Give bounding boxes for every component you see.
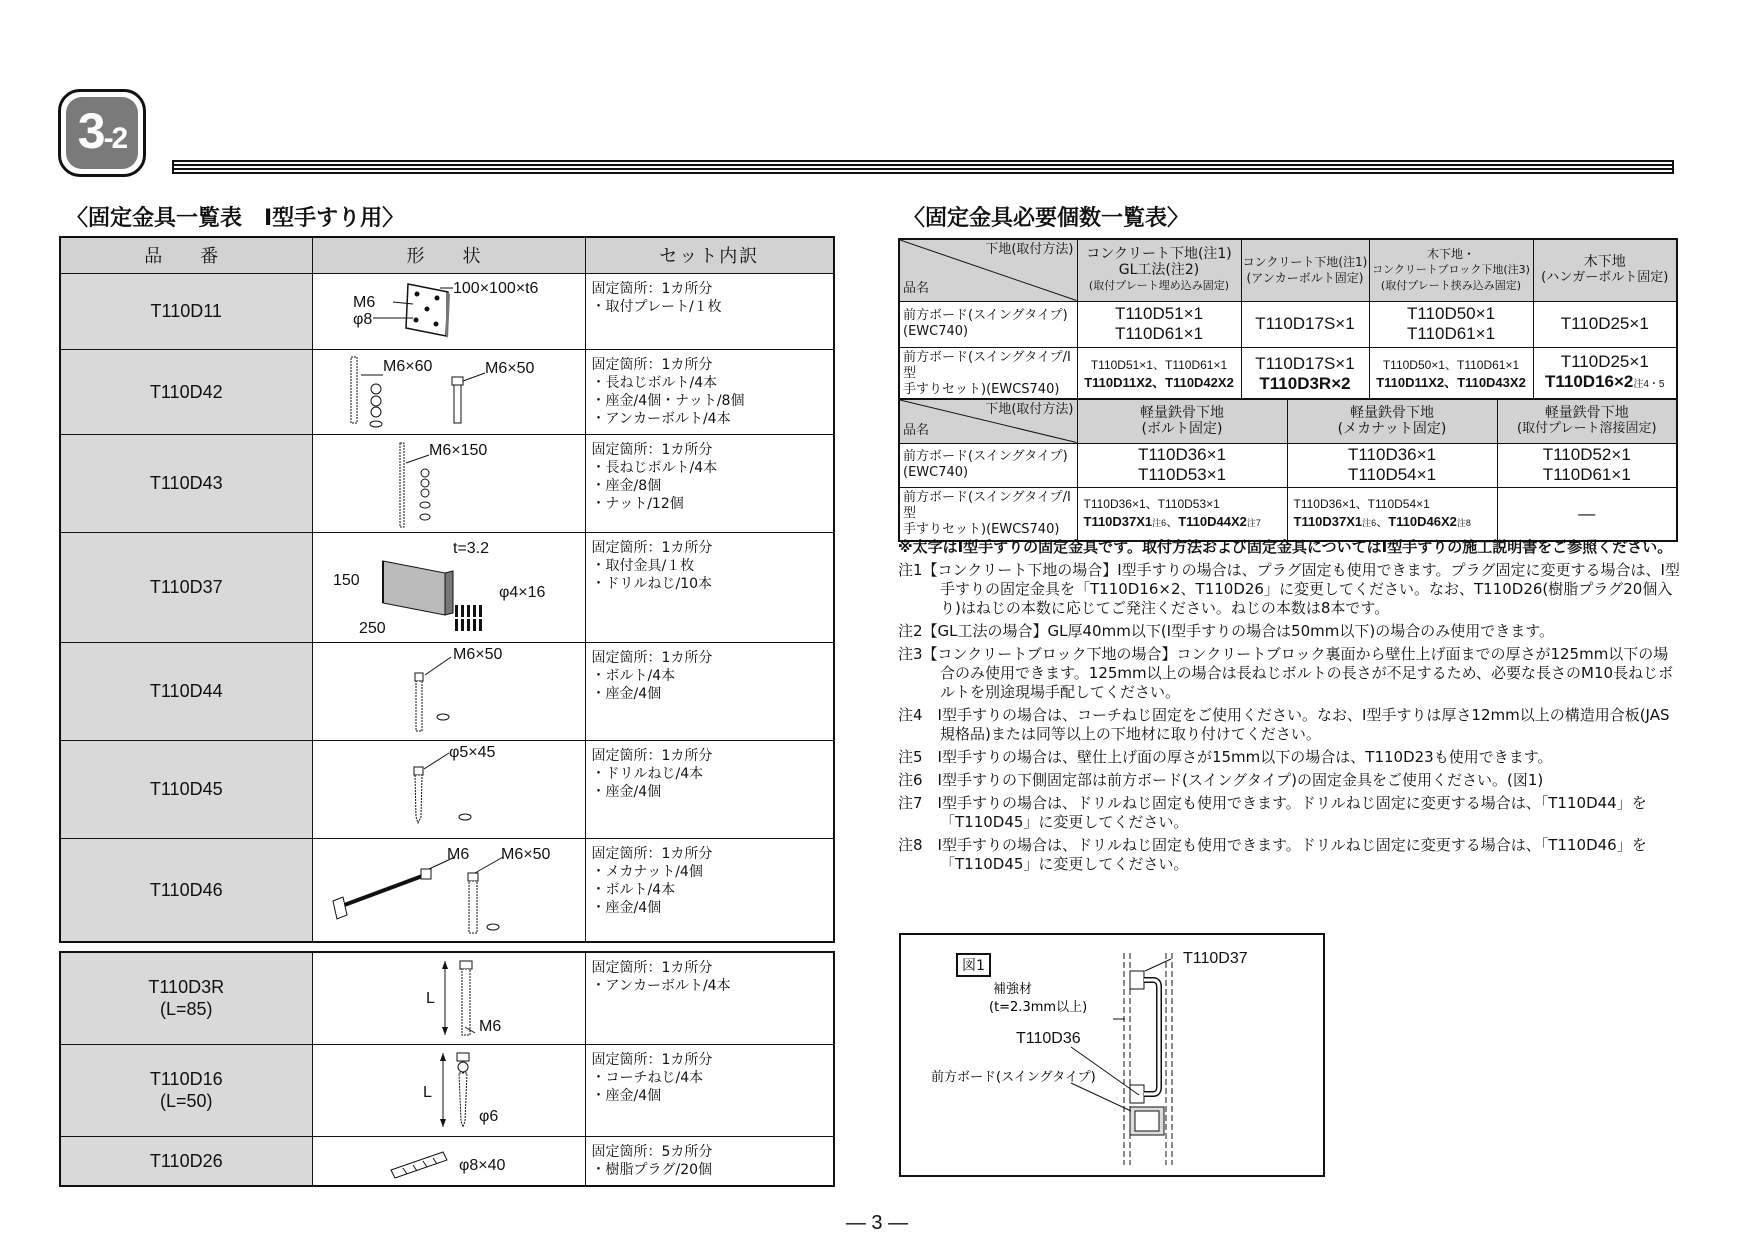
table-row: [60, 434, 834, 532]
part-shape: [312, 1044, 585, 1136]
part-shape: [312, 838, 585, 942]
col-set-header: セット内訳: [585, 237, 834, 273]
qty-line: T110D36×1、T110D54×1: [1293, 497, 1430, 511]
table-row: [60, 273, 834, 349]
col-header-line: 軽量鉄骨下地: [1350, 405, 1434, 422]
set-contents: [585, 349, 834, 434]
part-code-length: (L=50): [159, 1091, 213, 1111]
qty-cell: [1533, 301, 1677, 347]
qty-line: T110D36×1: [1347, 445, 1437, 464]
label-t110d36: T110D36: [1016, 1030, 1081, 1047]
dim-250: 250: [358, 620, 386, 637]
note-4: 注4 I型手すりの場合は、コーチねじ固定をご使用ください。なお、I型手すりは厚さ12mm以上の構造用合板(JAS規格品)または同等以上の下地材に取り付けてください。: [898, 706, 1670, 743]
bold-note: ※太字はI型手すりの固定金具です。取付方法および固定金具についてはI型手すりの施工説明書をご参照ください。: [898, 538, 1673, 556]
set-line: ・ボルト/4本: [591, 881, 676, 898]
note-ref: 注8: [1456, 518, 1471, 528]
figure-tag: 図1: [956, 953, 991, 977]
qty-line: T110D50×1、T110D61×1: [1382, 357, 1520, 372]
dash: —: [1578, 503, 1596, 523]
set-contents: [585, 838, 834, 942]
col-header: [1369, 239, 1533, 301]
dim-m6: M6: [352, 294, 375, 311]
col-header-line: コンクリートブロック下地(注3): [1372, 263, 1530, 277]
diag-bottom-label: 品名: [903, 422, 930, 438]
table-row: [60, 952, 834, 1044]
set-line: ・ドリルねじ/10本: [591, 575, 713, 592]
header-rule: [172, 160, 1674, 174]
table-row: [899, 301, 1677, 347]
set-line: ・長ねじボルト/4本: [591, 374, 718, 391]
qty-bold: T110D11X2、T110D43X2: [1376, 374, 1526, 390]
qty-cell: [1369, 347, 1533, 401]
part-code-main: T110D16: [149, 1069, 223, 1089]
col-header-line: (取付プレート挟み込み固定): [1380, 279, 1522, 293]
diag-header-cell: [899, 399, 1077, 443]
part-code: [60, 1044, 312, 1136]
qty-line: T110D61×1: [1542, 465, 1631, 484]
qty-line: T110D51×1: [1114, 304, 1204, 323]
dim-150: 150: [332, 572, 360, 589]
note-ref: 注6: [1152, 518, 1167, 528]
part-shape: [312, 532, 585, 642]
set-contents: [585, 1044, 834, 1136]
col-header-line: (メカナット固定): [1337, 421, 1447, 438]
label-reinforce: 補強材: [993, 982, 1033, 997]
set-line: ・座金/8個: [591, 477, 662, 494]
note-7: 注7 I型手すりの場合は、ドリルねじ固定も使用できます。ドリルねじ固定に変更する場合は、「T110D44」を「T110D45」に変更してください。: [898, 794, 1647, 831]
qty-line: T110D50×1: [1406, 304, 1496, 323]
part-shape: [312, 740, 585, 838]
col-code-header: 品 番: [60, 237, 312, 273]
product-name-line: 前方ボード(スイングタイプ/I型: [903, 349, 1071, 381]
qty-bold: T110D37X1: [1293, 514, 1363, 529]
fixing-parts-table: [59, 236, 835, 943]
qty-bold: T110D11X2、T110D42X2: [1084, 374, 1234, 390]
product-name-line: (EWC740): [903, 324, 969, 339]
col-header-line: 木下地・: [1426, 247, 1475, 262]
dim-m6x60: M6×60: [382, 357, 432, 375]
col-header-line: (取付プレート埋め込み固定): [1088, 279, 1230, 293]
qty-cell: [1077, 347, 1241, 401]
col-header-line: コンクリート下地(注1): [1242, 255, 1368, 270]
col-header-line: (ハンガーボルト固定): [1541, 270, 1669, 286]
part-shape: [312, 434, 585, 532]
dim-m6x50: M6×50: [500, 845, 550, 863]
part-code: [60, 952, 312, 1044]
product-name: [899, 487, 1077, 541]
qty-cell: [1241, 301, 1369, 347]
table-row: [60, 838, 834, 942]
note-1: 注1【コンクリート下地の場合】I型手すりの場合は、プラグ固定も使用できます。プラグ固定に変更する場合は、I型手すりの固定金具を「T110D16×2、T110D26」に変更してください。なお、T110D26(樹脂プラグ20個入り)はねじの本数に応じてご発注ください。ねじの本数は8本です。: [898, 561, 1680, 617]
set-line: ・座金/4個: [591, 783, 662, 800]
product-name-line: 前方ボード(スイングタイプ/I型: [903, 489, 1071, 521]
table-row: [60, 532, 834, 642]
col-header-line: (アンカーボルト固定): [1246, 271, 1364, 286]
label-reinforce-2: (t=2.3mm以上): [989, 1000, 1088, 1015]
dim-m6x50: M6×50: [484, 359, 534, 377]
set-contents: [585, 952, 834, 1044]
col-header: [1533, 239, 1677, 301]
col-header-line: 軽量鉄骨下地: [1140, 405, 1224, 422]
dim-m6: M6: [446, 845, 469, 863]
part-code: T110D46: [60, 838, 312, 942]
table-row: [60, 349, 834, 434]
col-header: [1077, 239, 1241, 301]
note-2: 注2【GL工法の場合】GL厚40mm以下(I型手すりの場合は50mm以下)の場合のみ使用できます。: [898, 622, 1555, 640]
badge-number: 3: [77, 103, 104, 159]
set-line: ・座金/4個・ナット/8個: [591, 392, 745, 409]
qty-line: T110D17S×1: [1255, 353, 1355, 373]
product-name: [899, 301, 1077, 347]
qty-cell: [1077, 443, 1287, 487]
col-shape-header: 形 状: [312, 237, 585, 273]
qty-cell: [1241, 347, 1369, 401]
qty-line: T110D52×1: [1542, 445, 1631, 464]
dim-m6: M6: [478, 1018, 501, 1036]
table-header-row: [899, 239, 1677, 301]
col-header-line: 木下地: [1583, 254, 1626, 271]
dim-m6x50: M6×50: [452, 646, 502, 663]
dim-t32: t=3.2: [452, 540, 489, 557]
qty-line: T110D61×1: [1406, 324, 1496, 343]
left-section-title: 〈固定金具一覧表 I型手すり用〉: [66, 206, 405, 231]
qty-line: T110D17S×1: [1255, 314, 1355, 333]
set-contents: [585, 740, 834, 838]
col-header-line: GL工法(注2): [1118, 262, 1200, 279]
qty-bold: T110D3R×2: [1259, 373, 1351, 393]
part-code: T110D42: [60, 349, 312, 434]
set-line: 固定箇所：1カ所分: [591, 747, 713, 764]
set-contents: [585, 532, 834, 642]
part-code: T110D44: [60, 642, 312, 740]
col-header: [1497, 399, 1677, 443]
set-line: 固定箇所：1カ所分: [591, 356, 713, 373]
dim-phi8x40: φ8×40: [458, 1156, 505, 1174]
qty-cell: [1369, 301, 1533, 347]
part-code: T110D37: [60, 532, 312, 642]
product-name-line: 手すりセット)(EWCS740): [903, 381, 1060, 397]
diag-top-label: 下地(取付方法): [985, 402, 1074, 417]
part-code: T110D26: [60, 1136, 312, 1186]
product-name-line: 前方ボード(スイングタイプ): [903, 308, 1068, 323]
product-name: [899, 443, 1077, 487]
dim-l: L: [422, 1084, 432, 1101]
set-line: 固定箇所：1カ所分: [591, 649, 713, 666]
product-name-line: (EWC740): [903, 465, 969, 480]
set-line: ・座金/4個: [591, 1087, 662, 1104]
dim-l: L: [425, 990, 435, 1008]
set-contents: [585, 1136, 834, 1186]
set-line: 固定箇所：1カ所分: [591, 845, 713, 862]
note-ref: 注7: [1246, 518, 1261, 528]
dim-phi4x16: φ4×16: [498, 584, 545, 601]
part-code: T110D11: [60, 273, 312, 349]
label-t110d37: T110D37: [1183, 950, 1248, 967]
table-header-row: [899, 399, 1677, 443]
set-line: 固定箇所：1カ所分: [591, 280, 713, 297]
note-3: 注3【コンクリートブロック下地の場合】コンクリートブロック裏面から壁仕上げ面までの厚さが125mm以下の場合のみ使用できます。125mm以上の場合は長ねじボルトの長さが不足するため、必要な長さのM10長ねじボルトを別途現場手配してください。: [898, 645, 1674, 701]
required-qty-table-1: [898, 238, 1678, 402]
set-line: ・ボルト/4本: [591, 667, 676, 684]
part-shape: [312, 952, 585, 1044]
col-header: [1241, 239, 1369, 301]
qty-cell: [1497, 443, 1677, 487]
qty-cell: [1497, 487, 1677, 541]
dim-phi5x45: φ5×45: [448, 744, 495, 761]
qty-cell: T110D36×1、T110D53×1 T110D37X1注6、T110D44X2注7: [1077, 487, 1287, 541]
qty-cell: [1077, 301, 1241, 347]
set-line: 固定箇所：1カ所分: [591, 539, 713, 556]
qty-bold: T110D37X1: [1083, 514, 1153, 529]
col-header-line: (ボルト固定): [1141, 421, 1223, 438]
fixing-parts-table-2: [59, 951, 835, 1187]
part-shape: [312, 349, 585, 434]
set-line: ・ドリルねじ/4本: [591, 765, 704, 782]
qty-cell: [1533, 347, 1677, 401]
qty-bold: T110D46X2: [1388, 514, 1457, 529]
table-row: [60, 740, 834, 838]
table-row: [899, 443, 1677, 487]
set-line: ・ナット/12個: [591, 495, 684, 512]
qty-cell: [1287, 443, 1497, 487]
qty-cell: T110D36×1、T110D54×1 T110D37X1注6、T110D46X2注8: [1287, 487, 1497, 541]
qty-line: T110D61×1: [1114, 324, 1204, 343]
qty-line: T110D25×1: [1560, 352, 1649, 371]
dim-phi8: φ8: [352, 311, 372, 328]
part-shape: [312, 273, 585, 349]
set-line: ・アンカーボルト/4本: [591, 410, 731, 427]
required-qty-table-2: [898, 398, 1678, 542]
badge-sub: -2: [103, 122, 127, 155]
set-line: 固定箇所：1カ所分: [591, 960, 713, 976]
col-header: [1287, 399, 1497, 443]
part-code: T110D43: [60, 434, 312, 532]
set-contents: [585, 642, 834, 740]
set-line: ・取付プレート/１枚: [591, 298, 722, 315]
dim-size: 100×100×t6: [452, 280, 538, 297]
set-contents: [585, 273, 834, 349]
qty-bold: T110D44X2: [1178, 514, 1247, 529]
right-section-title: 〈固定金具必要個数一覧表〉: [903, 206, 1190, 231]
note-ref: 注4・5: [1633, 379, 1665, 390]
dim-phi6: φ6: [478, 1108, 498, 1125]
qty-line: T110D53×1: [1137, 465, 1227, 484]
note-8: 注8 I型手すりの場合は、ドリルねじ固定も使用できます。ドリルねじ固定に変更する場合は、「T110D46」を「T110D45」に変更してください。: [898, 836, 1647, 873]
qty-line: T110D36×1、T110D53×1: [1083, 497, 1220, 511]
figure-1: [899, 933, 1325, 1177]
col-header-line: 軽量鉄骨下地: [1544, 405, 1629, 422]
section-badge: [58, 89, 146, 177]
part-code: T110D45: [60, 740, 312, 838]
note-6: 注6 I型手すりの下側固定部は前方ボード(スイングタイプ)の固定金具をご使用ください。(図1): [898, 771, 1544, 789]
set-line: 固定箇所：5カ所分: [591, 1143, 713, 1160]
product-name: [899, 347, 1077, 401]
diag-bottom-label: 品名: [903, 280, 930, 296]
set-line: ・座金/4個: [591, 685, 662, 702]
part-shape: [312, 642, 585, 740]
qty-line: T110D51×1、T110D61×1: [1090, 357, 1228, 372]
set-line: ・アンカーボルト/4本: [591, 978, 731, 994]
set-line: ・取付金具/１枚: [591, 557, 695, 574]
col-header-line: コンクリート下地(注1): [1086, 246, 1232, 263]
note-5: 注5 I型手すりの場合は、壁仕上げ面の厚さが15mm以下の場合は、T110D23も使用できます。: [898, 748, 1553, 766]
set-line: 固定箇所：1カ所分: [591, 441, 713, 458]
part-code-main: T110D3R: [148, 977, 225, 998]
table-row: [60, 642, 834, 740]
product-name-line: 手すりセット)(EWCS740): [903, 521, 1060, 537]
table-row: [60, 1136, 834, 1186]
dim-m6x150: M6×150: [428, 442, 487, 459]
diag-header-cell: [899, 239, 1077, 301]
col-header: [1077, 399, 1287, 443]
set-line: ・長ねじボルト/4本: [591, 459, 718, 476]
diag-top-label: 下地(取付方法): [985, 242, 1074, 257]
set-line: 固定箇所：1カ所分: [591, 1051, 713, 1068]
page-number: — 3 —: [845, 1212, 909, 1234]
label-front-board: 前方ボード(スイングタイプ): [931, 1070, 1096, 1085]
table-row: [899, 347, 1677, 401]
set-line: ・コーチねじ/4本: [591, 1069, 704, 1086]
product-name-line: 前方ボード(スイングタイプ): [903, 449, 1068, 464]
set-line: ・樹脂プラグ/20個: [591, 1161, 713, 1178]
part-shape: [312, 1136, 585, 1186]
notes-section: [898, 538, 1682, 878]
note-ref: 注6: [1362, 518, 1377, 528]
table-row: [899, 487, 1677, 541]
col-header-line: (取付プレート溶接固定): [1516, 421, 1657, 437]
qty-line: T110D25×1: [1560, 314, 1649, 333]
qty-bold: T110D16×2: [1544, 372, 1634, 391]
qty-line: T110D36×1: [1137, 445, 1227, 464]
set-contents: [585, 434, 834, 532]
part-code-length: (L=85): [159, 999, 213, 1020]
table-row: [60, 1044, 834, 1136]
qty-line: T110D54×1: [1347, 465, 1437, 484]
set-line: ・座金/4個: [591, 899, 662, 916]
set-line: ・メカナット/4個: [591, 863, 703, 880]
